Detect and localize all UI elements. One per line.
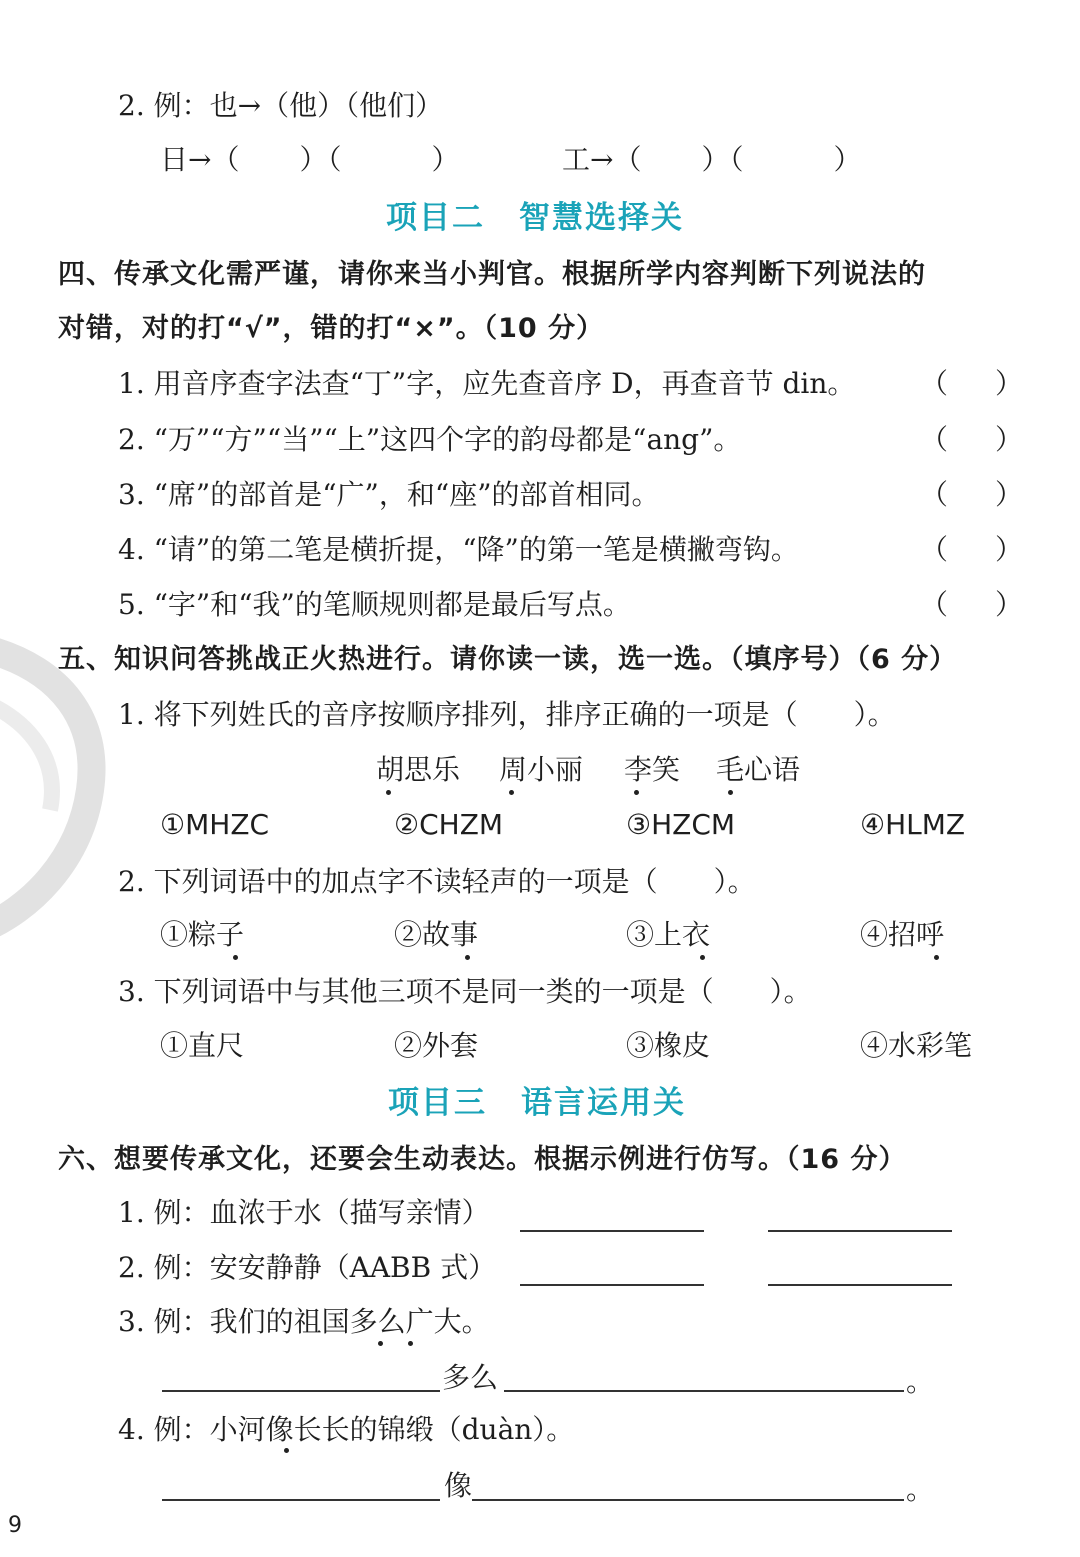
- q6-item-3-keyword: 多么: [442, 1361, 499, 1394]
- q6-item-3: 3. 例：我们的祖国多么广大。: [118, 1305, 490, 1338]
- q5-title: 五、知识问答挑战正火热进行。请你读一读，选一选。（填序号）（6 分）: [58, 644, 958, 675]
- emphasis-dot: [233, 955, 238, 960]
- q5-sub3: 3. 下列词语中与其他三项不是同一类的一项是（ ）。: [118, 975, 812, 1008]
- emphasis-dot: [378, 1341, 383, 1346]
- q6-item-3-blank-before[interactable]: [162, 1390, 440, 1392]
- emphasis-dot: [728, 790, 733, 795]
- q6-item-4-period: 。: [906, 1473, 935, 1506]
- q5-name-1: 胡思乐: [376, 753, 461, 786]
- q5-sub1: 1. 将下列姓氏的音序按顺序排列，排序正确的一项是（ ）。: [118, 698, 896, 731]
- q5-sub1-option-1[interactable]: ①MHZC: [160, 808, 270, 841]
- emphasis-dot: [700, 955, 705, 960]
- q6-item-3-blank-after[interactable]: [504, 1390, 904, 1392]
- q6-title: 六、想要传承文化，还要会生动表达。根据示例进行仿写。（16 分）: [58, 1144, 907, 1175]
- q5-sub2-option-1[interactable]: ①粽子: [160, 918, 245, 951]
- q6-item-2-blank-2[interactable]: [768, 1284, 952, 1286]
- q6-item-4-blank-after[interactable]: [472, 1499, 904, 1501]
- fill-item-gong: 工→（ ）（ ）: [562, 143, 862, 176]
- q4-item-3: 3. “席”的部首是“广”，和“座”的部首相同。: [118, 478, 660, 511]
- q6-item-4-keyword: 像: [444, 1469, 473, 1502]
- q6-item-1: 1. 例：血浓于水（描写亲情）: [118, 1196, 490, 1229]
- emphasis-dot: [634, 790, 639, 795]
- emphasis-dot: [408, 1341, 413, 1346]
- emphasis-dot: [509, 790, 514, 795]
- section-heading-3: 项目三 语言运用关: [388, 1085, 686, 1121]
- emphasis-dot: [386, 790, 391, 795]
- q6-item-4: 4. 例：小河像长长的锦缎（duàn）。: [118, 1413, 575, 1446]
- q4-item-5: 5. “字”和“我”的笔顺规则都是最后写点。: [118, 588, 631, 621]
- q5-sub2: 2. 下列词语中的加点字不读轻声的一项是（ ）。: [118, 865, 756, 898]
- q6-item-2-blank-1[interactable]: [520, 1284, 704, 1286]
- q6-item-1-blank-1[interactable]: [520, 1230, 704, 1232]
- q5-sub2-option-2[interactable]: ②故事: [394, 918, 479, 951]
- q5-sub1-option-3[interactable]: ③HZCM: [626, 808, 736, 841]
- q5-name-4: 毛心语: [716, 753, 801, 786]
- q4-item-4: 4. “请”的第二笔是横折提，“降”的第一笔是横撇弯钩。: [118, 533, 799, 566]
- q5-sub2-option-3[interactable]: ③上衣: [626, 918, 711, 951]
- q5-sub3-option-1[interactable]: ①直尺: [160, 1029, 245, 1062]
- q5-sub3-option-2[interactable]: ②外套: [394, 1029, 479, 1062]
- q5-sub3-option-4[interactable]: ④水彩笔: [860, 1029, 973, 1062]
- q5-sub2-option-4[interactable]: ④招呼: [860, 918, 945, 951]
- q4-title-line1: 四、传承文化需严谨，请你来当小判官。根据所学内容判断下列说法的: [58, 259, 926, 290]
- fill-item-ri: 日→（ ）（ ）: [160, 143, 460, 176]
- q5-sub3-option-3[interactable]: ③橡皮: [626, 1029, 711, 1062]
- emphasis-dot: [934, 955, 939, 960]
- q5-sub1-option-2[interactable]: ②CHZM: [394, 808, 504, 841]
- q6-item-2: 2. 例：安安静静（AABB 式）: [118, 1251, 497, 1284]
- emphasis-dot: [284, 1448, 289, 1453]
- example-line: 2. 例：也→（他）（他们）: [118, 89, 444, 122]
- q5-name-3: 李笑: [624, 753, 681, 786]
- q5-name-2: 周小丽: [499, 753, 584, 786]
- q5-sub1-option-4[interactable]: ④HLMZ: [860, 808, 966, 841]
- emphasis-dot: [465, 955, 470, 960]
- q4-item-2: 2. “万”“方”“当”“上”这四个字的韵母都是“ang”。: [118, 423, 742, 456]
- q4-title-line2: 对错，对的打“√”，错的打“×”。（10 分）: [58, 313, 605, 344]
- q4-item-1: 1. 用音序查字法查“丁”字，应先查音序 D，再查音节 din。: [118, 367, 856, 400]
- section-heading-2: 项目二 智慧选择关: [386, 200, 684, 236]
- q6-item-4-blank-before[interactable]: [162, 1499, 440, 1501]
- q6-item-3-period: 。: [906, 1365, 935, 1398]
- q6-item-1-blank-2[interactable]: [768, 1230, 952, 1232]
- page-number: 9: [8, 1513, 22, 1538]
